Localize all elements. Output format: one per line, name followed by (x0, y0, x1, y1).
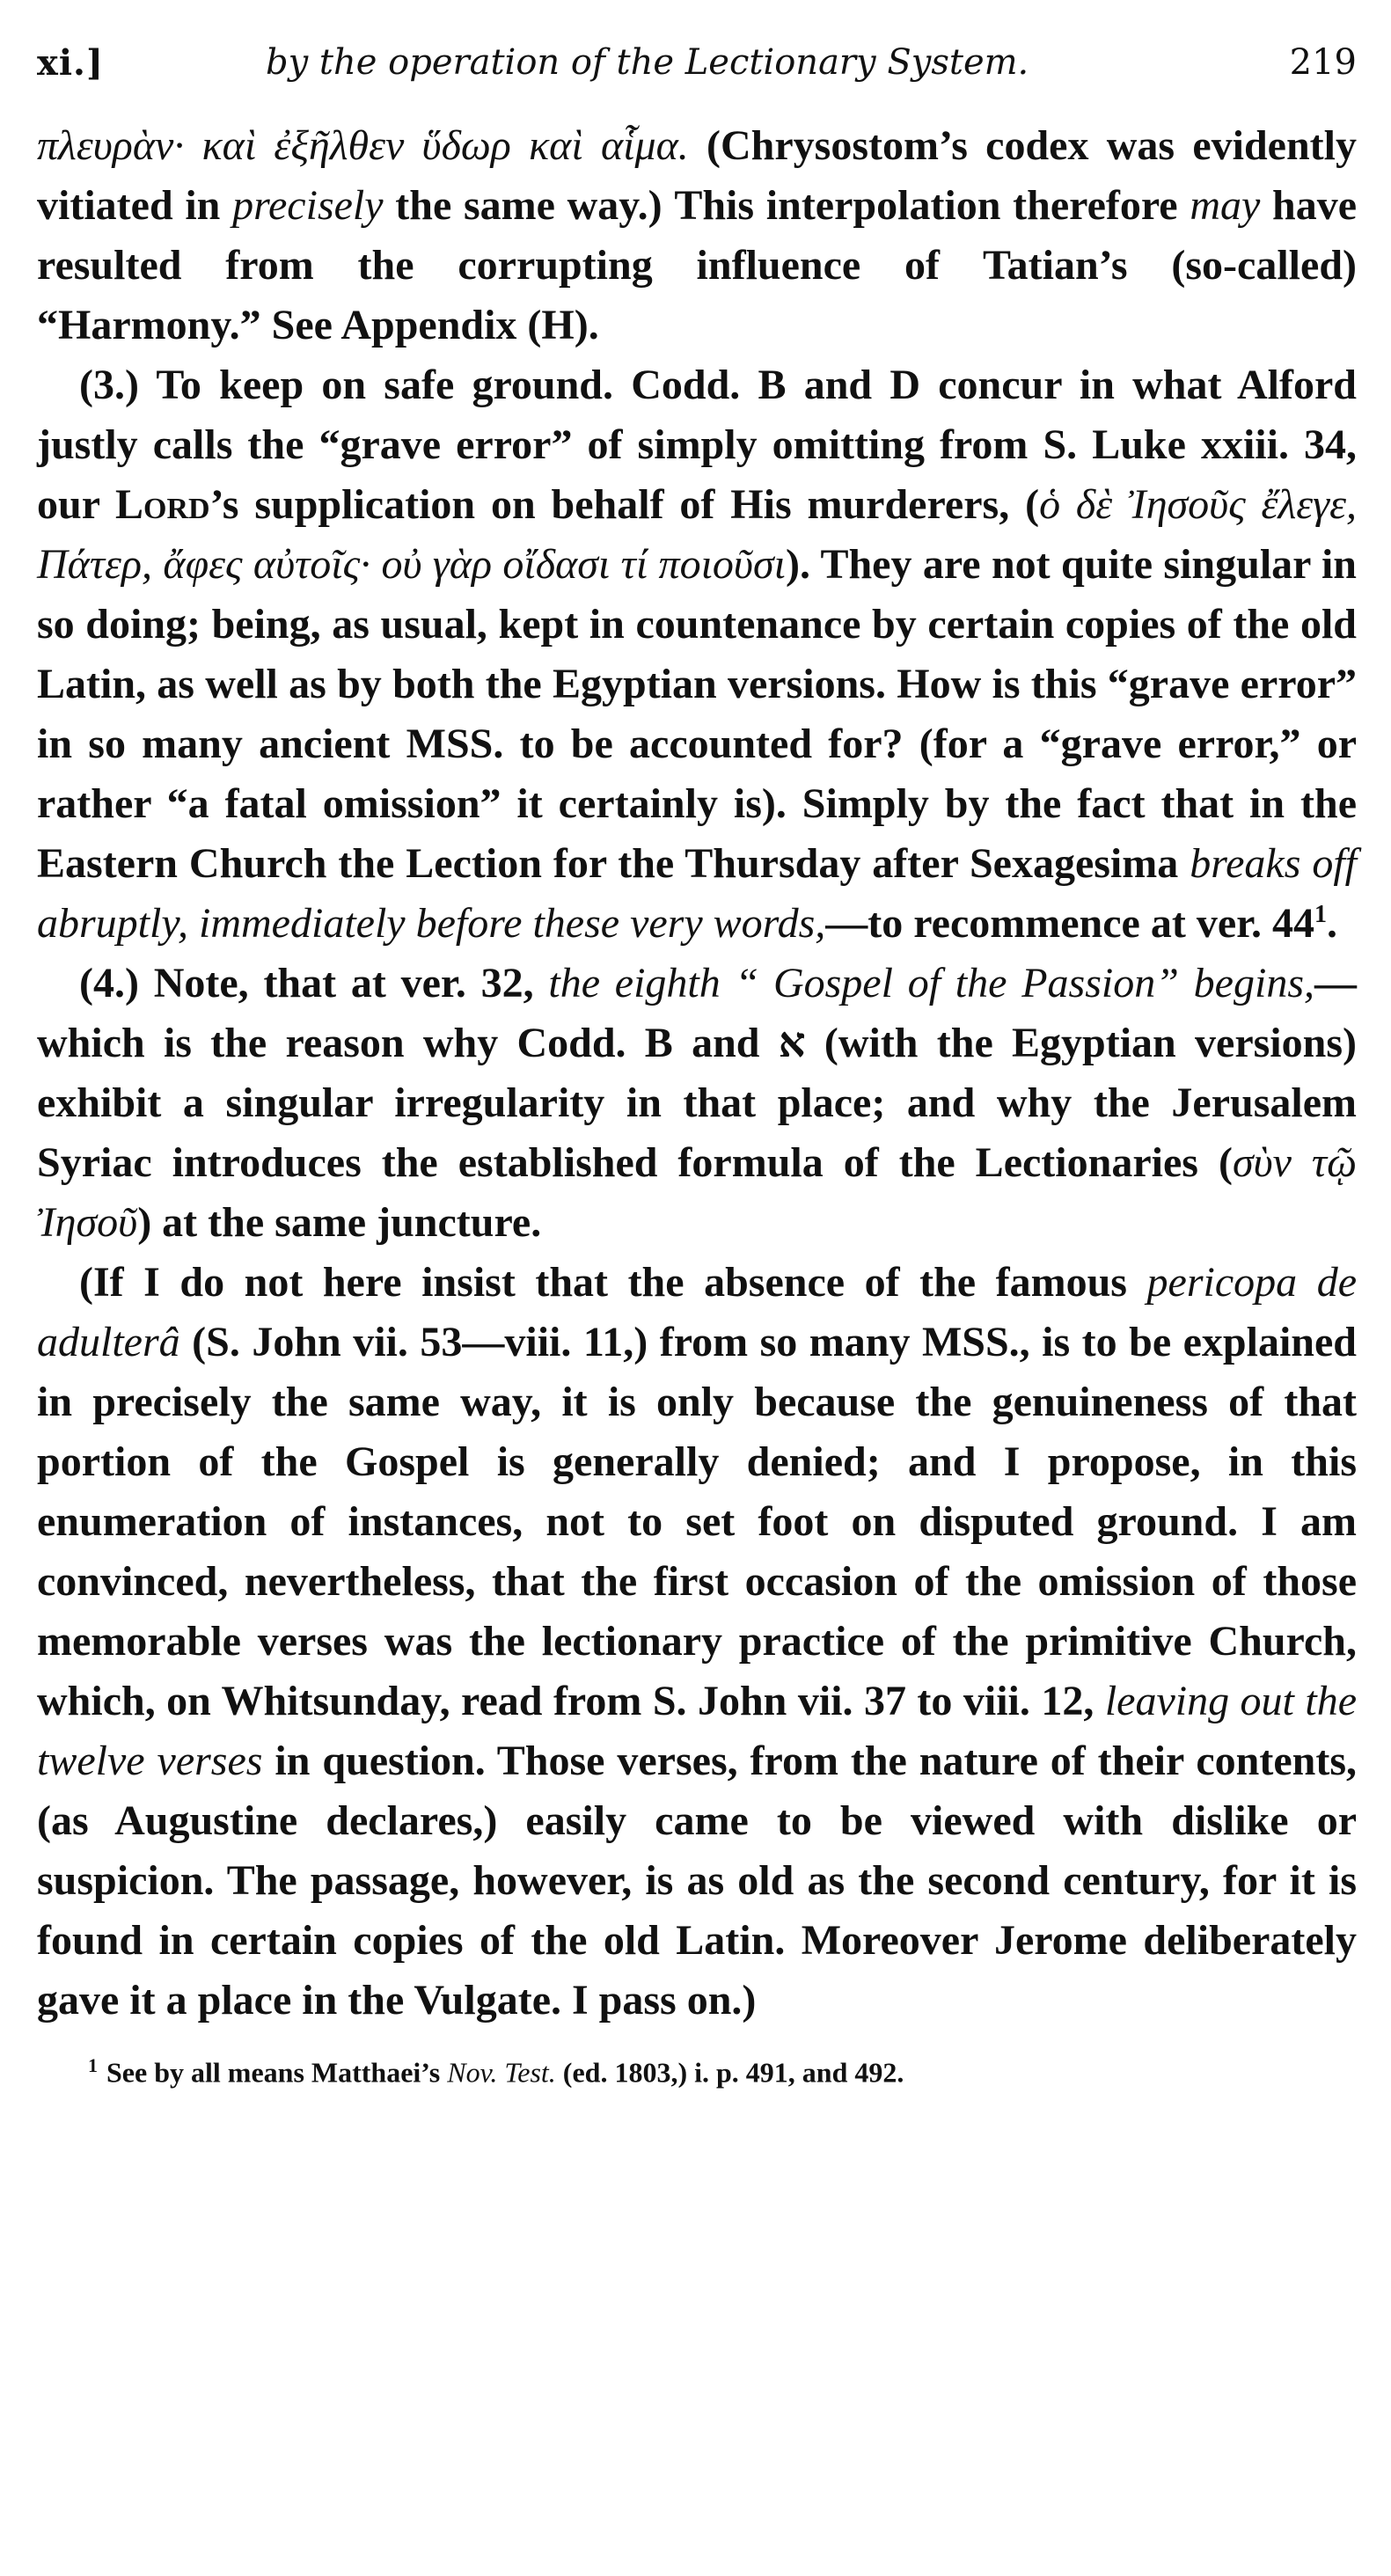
italic-run: precisely (232, 182, 384, 229)
paragraph-3 (37, 355, 1357, 954)
chapter-number: xi.] (37, 42, 104, 84)
text-run: ’s supplication on behalf of His murderers, ( (209, 481, 1040, 528)
text-run: (ed. 1803,) i. p. 491, and 492. (555, 2056, 904, 2089)
small-caps-run: Lord (115, 481, 210, 528)
italic-run: leaving out the twelve verses (37, 1678, 1357, 1784)
text-run: —which is the reason why Codd. B and (37, 960, 1357, 1066)
italic-run: may (1190, 182, 1261, 229)
footnote-reference: 1 (1314, 901, 1328, 928)
text-run: have resulted from the corrupting influence of Tatian’s (so-called) “Harmony.” See Appendix (H). (37, 182, 1358, 348)
text-run: —to recommence at ver. 44 (825, 900, 1315, 947)
paragraph-continuation (37, 116, 1357, 355)
paragraph-parenthetical (37, 1253, 1357, 2031)
greek-quotation: πλευρὰν· καὶ ἐξῆλθεν ὕδωρ καὶ αἷμα. (37, 122, 689, 169)
italic-run: Nov. Test. (447, 2056, 556, 2089)
text-run: the same way.) This interpolation therefore (383, 182, 1190, 229)
greek-quotation: σὺν τῷ Ἰησοῦ (37, 1139, 1358, 1246)
text-run: (Chrysostom’s codex was evidently vitiated in (37, 122, 1357, 229)
paragraph-4 (37, 954, 1357, 1253)
greek-quotation: ὁ δὲ Ἰησοῦς ἔλεγε, Πάτερ, ἄφες αὐτοῖς· οὐ γὰρ οἴδασι τί ποιοῦσι (37, 481, 1358, 588)
book-page (37, 26, 1357, 2543)
text-run: in question. Those verses, from the nature of their contents, (as Augustine declares,) easily came to be viewed with dislike or suspicion. The passage, however, is as old as the second century, for it is found in certain copies of the old Latin. Moreover Jerome deliberately gave it a place in the Vulgate. I pass on.) (37, 1738, 1357, 2023)
running-head (37, 26, 1357, 97)
footnote (37, 2046, 1357, 2092)
text-run: (S. John vii. 53—viii. 11,) from so many MSS., is to be explained in precisely the same way, it is only because the genuineness of that portion of the Gospel is generally denied; and I propose, in this enumeration of instances, not to set foot on disputed ground. I am convinced, nevertheless, that the first occasion of the omission of those memorable verses was the lectionary practice of the primitive Church, which, on Whitsunday, read from S. John vii. 37 to viii. 12, (37, 1319, 1357, 1724)
aleph-symbol: א (778, 1020, 806, 1066)
text-run: (3.) To keep on safe ground. Codd. B and D concur in what Alford justly calls the “grave error” of simply omitting from S. Luke xxiii. 34, our (37, 362, 1357, 528)
footnote-mark: 1 (88, 2054, 98, 2076)
italic-run: breaks off abruptly, immediately before these very words, (37, 840, 1358, 947)
running-title: by the operation of the Lectionary System. (266, 42, 1029, 83)
text-run: (If I do not here insist that the absence of the famous (79, 1259, 1147, 1306)
text-run: (with the Egyptian versions) exhibit a singular irregularity in that place; and why the Jerusalem Syriac introduces the established formula of the Lectionaries ( (37, 1020, 1357, 1186)
page-number: 219 (1289, 42, 1357, 83)
text-run: . (1327, 900, 1338, 947)
text-run: See by all means Matthaei’s (106, 2056, 448, 2089)
body-text (37, 116, 1357, 2031)
italic-run: the eighth “ Gospel of the Passion” begins, (548, 960, 1314, 1006)
text-run: ) at the same juncture. (137, 1199, 542, 1246)
italic-run: pericopa de adulterâ (37, 1259, 1357, 1365)
text-run: (4.) Note, that at ver. 32, (79, 960, 549, 1006)
text-run: ). They are not quite singular in so doing; being, as usual, kept in countenance by certain copies of the old Latin, as well as by both the Egyptian versions. How is this “grave error” in so many ancient MSS. to be accounted for? (for a “grave error,” or rather “a fatal omission” it certainly is). Simply by the fact that in the Eastern Church the Lection for the Thursday after Sexagesima (37, 541, 1358, 887)
